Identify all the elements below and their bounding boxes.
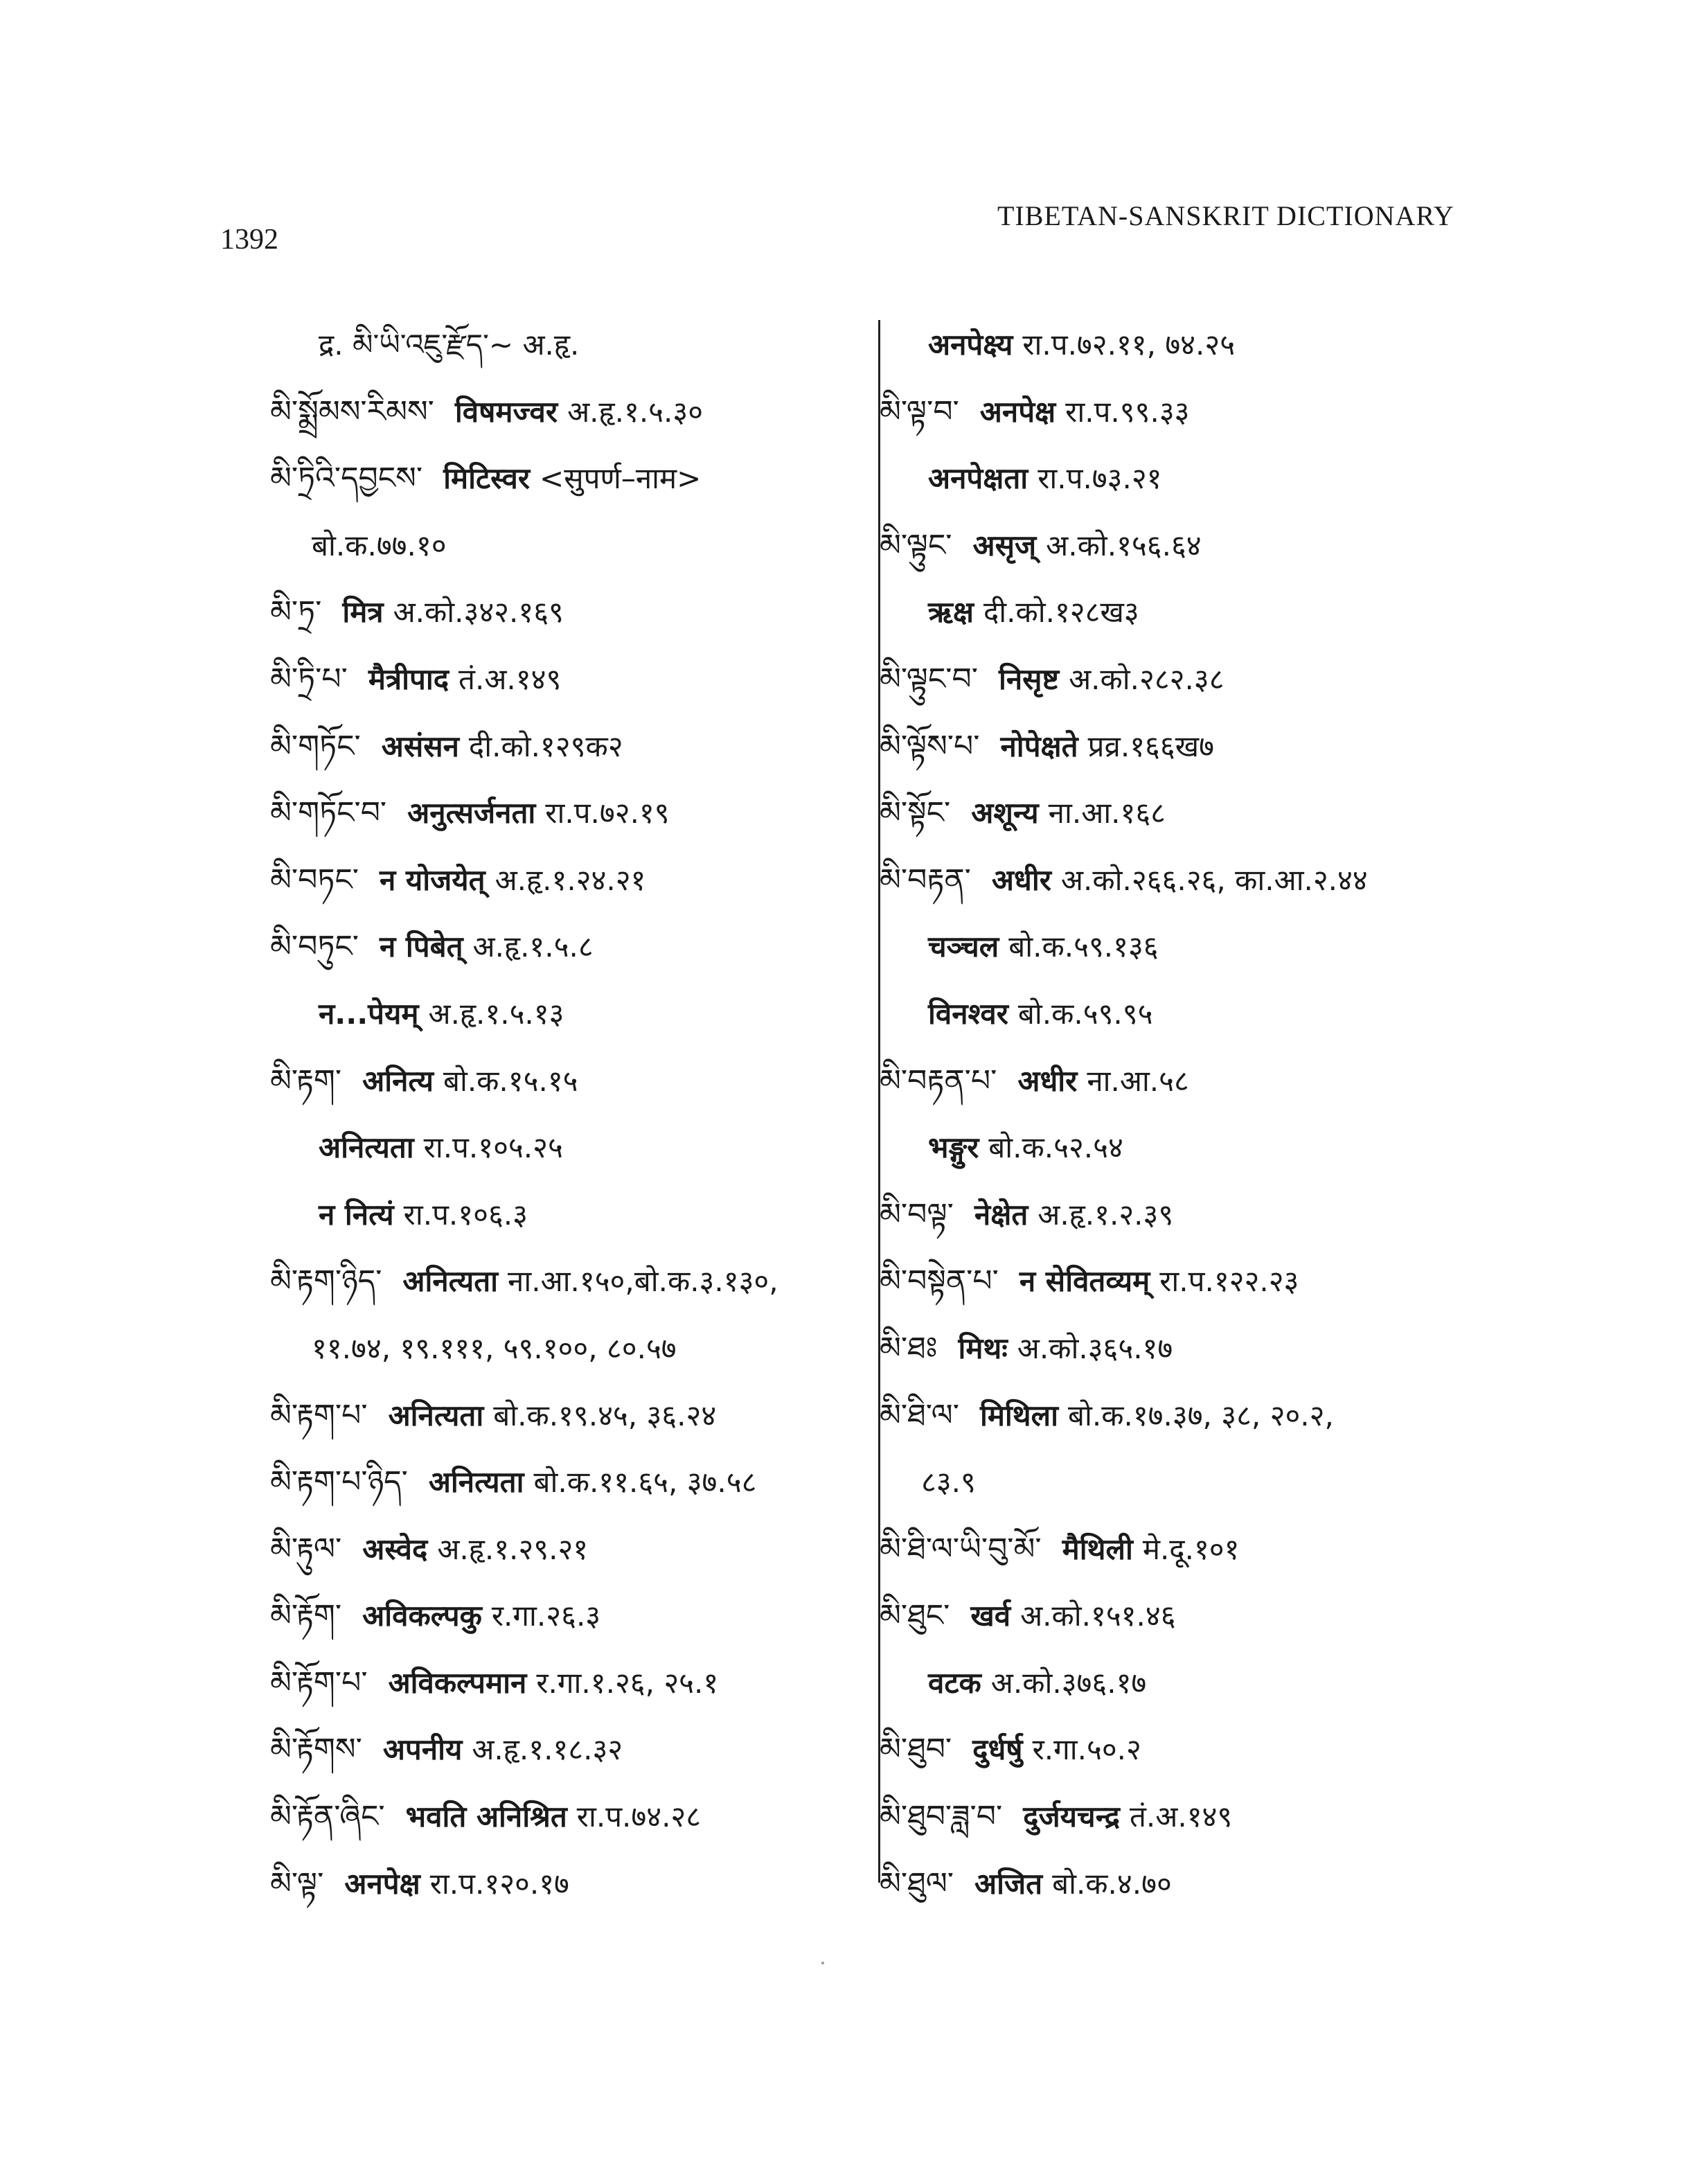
source-reference: रा.प.१०६.३ (403, 1197, 528, 1232)
dictionary-entry (880, 780, 1503, 847)
tibetan-headword: མི་གཏོང་ (270, 728, 361, 764)
sanskrit-equivalent: अविकल्पमान (388, 1665, 527, 1700)
dictionary-entry (270, 1449, 866, 1516)
source-reference: ना.आ.५८ (1087, 1063, 1189, 1098)
dictionary-entry (270, 1784, 866, 1851)
entry-subsense (880, 579, 1503, 646)
dictionary-entry (880, 1383, 1503, 1450)
tibetan-headword: མི་ལྟ་ (270, 1865, 324, 1901)
tibetan-headword: མི་ལྟོས་པ་ (880, 728, 980, 764)
dictionary-entry (880, 1182, 1503, 1249)
sanskrit-equivalent: मिथः (958, 1331, 1008, 1365)
sanskrit-equivalent: अनित्यता (402, 1264, 499, 1299)
tibetan-headword: མི་བཏུང་ (270, 929, 359, 965)
page-number: 1392 (220, 224, 278, 256)
source-reference: र.गा.१.२६, २५.१ (536, 1665, 719, 1700)
source-reference: अ.को.२६६.२६, का.आ.२.४४ (1060, 862, 1368, 897)
dictionary-entry (270, 713, 866, 781)
dictionary-entry (880, 847, 1503, 914)
entry-subsense (880, 1650, 1503, 1717)
source-reference: रा.प.९९.३३ (1065, 394, 1190, 429)
dictionary-entry (880, 1851, 1503, 1918)
entry-continuation (270, 513, 866, 580)
dictionary-entry (270, 579, 866, 646)
dictionary-entry (880, 713, 1503, 781)
tibetan-headword: མི་བསྟེན་པ་ (880, 1263, 999, 1299)
sanskrit-equivalent: अधीर (1017, 1063, 1078, 1098)
sanskrit-equivalent: खर्व (970, 1599, 1011, 1633)
sanskrit-equivalent: वटक (928, 1665, 981, 1700)
dictionary-entry (270, 847, 866, 914)
entry-subsense (880, 312, 1503, 379)
source-reference: अ.को.३४२.१६९ (393, 595, 564, 630)
dictionary-entry (270, 1851, 866, 1918)
source-reference: बो.क.१९.४५, ३६.२४ (493, 1398, 717, 1432)
dictionary-entry (880, 1315, 1503, 1383)
sanskrit-equivalent: अनपेक्ष्य (928, 328, 1013, 362)
source-reference: र.गा.५०.२ (1032, 1732, 1141, 1767)
sanskrit-equivalent: अनित्यता (428, 1465, 524, 1500)
dictionary-entry (270, 646, 866, 713)
tibetan-headword: མི་བརྟན་པ་ (880, 1063, 997, 1099)
source-reference: रा.प.७२.१९ (545, 796, 670, 831)
dictionary-entry (880, 1516, 1503, 1583)
tibetan-headword: མི་ཐུབ་ (880, 1732, 952, 1768)
source-reference: तं.अ.१४९ (1129, 1800, 1233, 1834)
tibetan-headword: མི་གཏོང་བ་ (270, 795, 387, 831)
tibetan-headword: མི་ཐུལ་ (880, 1865, 954, 1901)
sanskrit-equivalent: विनश्वर (928, 996, 1008, 1031)
source-reference: अ.को.१५१.४६ (1020, 1599, 1176, 1633)
source-reference: बो.क.१५.१५ (443, 1063, 578, 1098)
running-head: TIBETAN-SANSKRIT DICTIONARY (997, 200, 1454, 231)
tibetan-headword: མི་རྟོགས་ (270, 1732, 362, 1768)
source-reference: रा.प.१२२.२३ (1159, 1264, 1299, 1299)
tibetan-headword: མི་ཏྲིའི་དབྱངས་ (270, 461, 423, 497)
dictionary-entry (270, 1583, 866, 1650)
dictionary-entry (270, 445, 866, 513)
source-reference: रा.प.७४.२८ (576, 1800, 702, 1834)
tibetan-headword: མི་ཏྲི་པ་ (270, 661, 348, 697)
dictionary-entry (270, 1650, 866, 1717)
sanskrit-equivalent: अनपेक्ष (344, 1866, 420, 1901)
sanskrit-equivalent: अपनीय (382, 1732, 463, 1767)
source-reference: अ.को.३६५.१७ (1017, 1331, 1173, 1365)
tibetan-headword: མི་རྟག་ (270, 1063, 342, 1099)
dictionary-entry (270, 379, 866, 446)
sanskrit-equivalent: अविकल्पकु (362, 1599, 482, 1633)
sanskrit-equivalent: निसृष्ट (998, 662, 1060, 696)
entry-subsense (880, 445, 1503, 513)
source-reference: बो.क.५९.९५ (1017, 996, 1153, 1031)
entry-subsense (270, 981, 866, 1048)
source-reference: अ.को.१५६.६४ (1046, 528, 1202, 562)
dictionary-entry (880, 1583, 1503, 1650)
sanskrit-equivalent: अधीर (991, 862, 1051, 897)
entry-subsense (270, 312, 866, 379)
source-reference: <सुपर्ण–नाम> (540, 461, 702, 496)
tibetan-headword: མི་བལྟ་ (880, 1196, 954, 1232)
tibetan-headword: མི་རྟོག་ (270, 1598, 342, 1634)
sanskrit-equivalent: विषमज्वर (454, 394, 558, 429)
entry-subsense (270, 1182, 866, 1249)
dictionary-entry (880, 1248, 1503, 1315)
sanskrit-equivalent: ऋक्ष (928, 595, 974, 630)
source-reference: ८३.९ (921, 1465, 976, 1500)
source-reference: अ.हृ.१.१८.३२ (472, 1732, 623, 1767)
tibetan-headword: མི་ཐི་ལ་ (880, 1397, 959, 1433)
source-reference: तं.अ.१४९ (458, 662, 562, 696)
dictionary-entry (880, 513, 1503, 580)
source-reference: अ.हृ.१.५.१३ (428, 996, 564, 1031)
tibetan-headword: མི་ཐུང་ (880, 1598, 950, 1634)
source-reference: अ.हृ.१.५.३० (567, 394, 704, 429)
source-reference: अ.हृ.१.५.८ (472, 930, 594, 964)
entry-subsense (880, 1115, 1503, 1182)
dictionary-entry (880, 1784, 1503, 1851)
dictionary-entry (880, 379, 1503, 446)
tibetan-headword: མི་རྟོག་པ་ (270, 1664, 368, 1701)
source-reference: ना.आ.१५०,बो.क.३.१३०, (508, 1264, 778, 1299)
source-reference: ११.७४, १९.१११, ५९.१००, ८०.५७ (312, 1331, 677, 1365)
source-reference: रा.प.१२०.१७ (429, 1866, 569, 1901)
dictionary-entry (270, 1383, 866, 1450)
entry-subsense (270, 1115, 866, 1182)
dictionary-entry (880, 646, 1503, 713)
tibetan-headword: མི་བརྟན་ (880, 862, 971, 898)
dictionary-entry (270, 914, 866, 981)
sanskrit-equivalent: चञ्चल (928, 930, 999, 964)
sanskrit-equivalent: अनित्य (362, 1063, 434, 1098)
tibetan-headword: མི་ཐི་ལ་ཡི་བུ་མོ་ (880, 1531, 1042, 1567)
sanskrit-equivalent: मैत्रीपाद (368, 662, 449, 696)
tibetan-headword: མི་ལྟུང་བ་ (880, 661, 978, 697)
source-reference: अ.हृ.१.२४.२१ (495, 862, 646, 897)
left-column (270, 312, 866, 1917)
sanskrit-equivalent: मिथिला (979, 1398, 1059, 1432)
sanskrit-equivalent: अनित्यता (388, 1398, 484, 1432)
source-reference: द्र. མི་ཡི་འཇུ་རྫོད་~ अ.हृ. (319, 328, 580, 362)
dictionary-entry (270, 1716, 866, 1784)
sanskrit-equivalent: नोपेक्षते (1000, 729, 1078, 763)
sanskrit-equivalent: अस्वेद (362, 1532, 428, 1566)
source-reference: बो.क.५२.५४ (988, 1130, 1123, 1165)
source-reference: रा.प.७२.११, ७४.२५ (1022, 328, 1236, 362)
sanskrit-equivalent: असृज् (972, 528, 1037, 562)
source-reference: बो.क.११.६५, ३७.५८ (533, 1465, 757, 1500)
tibetan-headword: མི་རྟག་པ་ཉིད་ (270, 1464, 408, 1500)
dictionary-entry (880, 1716, 1503, 1784)
sanskrit-equivalent: न पिबेत् (379, 930, 463, 964)
tibetan-headword: མི་རྟག་པ་ (270, 1397, 368, 1433)
tibetan-headword: མི་ལྟུང་ (880, 527, 952, 563)
tibetan-headword: མི་ཏྲ་ (270, 594, 322, 630)
tibetan-headword: མི་ཐུབ་ཟླ་བ་ (880, 1799, 1003, 1835)
source-reference: दी.को.१२८ख३ (983, 595, 1139, 630)
dictionary-entry (880, 1048, 1503, 1115)
tibetan-headword: མི་སྨྲོམས་རིམས་ (270, 393, 434, 429)
source-reference: प्रव्र.१६६ख७ (1087, 729, 1214, 763)
sanskrit-equivalent: अनुत्सर्जनता (407, 796, 536, 831)
sanskrit-equivalent: न...पेयम् (319, 996, 419, 1031)
tibetan-headword: མི་རྟུལ་ (270, 1531, 342, 1567)
sanskrit-equivalent: अशून्य (971, 796, 1039, 831)
tibetan-headword: མི་ལྟ་བ་ (880, 393, 959, 429)
tibetan-headword: མི་ཐཿ (880, 1330, 938, 1366)
source-reference: ना.आ.१६८ (1048, 796, 1166, 831)
sanskrit-equivalent: अनपेक्षता (928, 461, 1028, 496)
sanskrit-equivalent: भवति अनिश्रित (405, 1800, 567, 1834)
sanskrit-equivalent: भङ्गुर (928, 1130, 979, 1165)
tibetan-headword: མི་བཏང་ (270, 862, 359, 898)
entry-subsense (880, 914, 1503, 981)
source-reference: मे.दू.१०१ (1142, 1532, 1240, 1566)
source-reference: अ.हृ.१.२.३९ (1037, 1197, 1174, 1232)
source-reference: र.गा.२६.३ (491, 1599, 601, 1633)
scan-speck (821, 1962, 824, 1964)
tibetan-headword: མི་རྟག་ཉིད་ (270, 1263, 382, 1299)
sanskrit-equivalent: अनपेक्ष (979, 394, 1056, 429)
sanskrit-equivalent: मित्र (342, 595, 384, 630)
sanskrit-equivalent: मिटिस्वर (443, 461, 531, 496)
sanskrit-equivalent: दुर्धर्षु (972, 1732, 1023, 1767)
source-reference: बो.क.४.७० (1052, 1866, 1172, 1901)
source-reference: अ.को.२८२.३८ (1069, 662, 1224, 696)
sanskrit-equivalent: अजित (974, 1866, 1043, 1901)
source-reference: रा.प.१०५.२५ (423, 1130, 563, 1165)
source-reference: अ.हृ.१.२९.२१ (437, 1532, 589, 1566)
entry-continuation (270, 1315, 866, 1383)
tibetan-headword: མི་རྟོན་ཞིང་ (270, 1799, 385, 1835)
dictionary-entry (270, 1248, 866, 1315)
sanskrit-equivalent: न सेवितव्यम् (1019, 1264, 1150, 1299)
dictionary-entry (270, 1048, 866, 1115)
source-reference: अ.को.३७६.१७ (990, 1665, 1147, 1700)
sanskrit-equivalent: न योजयेत् (379, 862, 486, 897)
source-reference: बो.क.५९.१३६ (1008, 930, 1159, 964)
sanskrit-equivalent: मैथिली (1062, 1532, 1133, 1566)
tibetan-headword: མི་སྟོང་ (880, 795, 951, 831)
entry-continuation (880, 1449, 1503, 1516)
sanskrit-equivalent: असंसन (381, 729, 459, 763)
dictionary-entry (270, 780, 866, 847)
right-column (880, 312, 1503, 1917)
source-reference: बो.क.१७.३७, ३८, २०.२, (1068, 1398, 1334, 1432)
sanskrit-equivalent: अनित्यता (319, 1130, 414, 1165)
entry-subsense (880, 981, 1503, 1048)
sanskrit-equivalent: न नित्यं (319, 1197, 394, 1232)
sanskrit-equivalent: नेक्षेत (974, 1197, 1028, 1232)
dictionary-entry (270, 1516, 866, 1583)
source-reference: दी.को.१२९क२ (468, 729, 623, 763)
source-reference: रा.प.७३.२१ (1037, 461, 1162, 496)
sanskrit-equivalent: दुर्जयचन्द्र (1023, 1800, 1120, 1834)
source-reference: बो.क.७७.१० (312, 528, 447, 562)
